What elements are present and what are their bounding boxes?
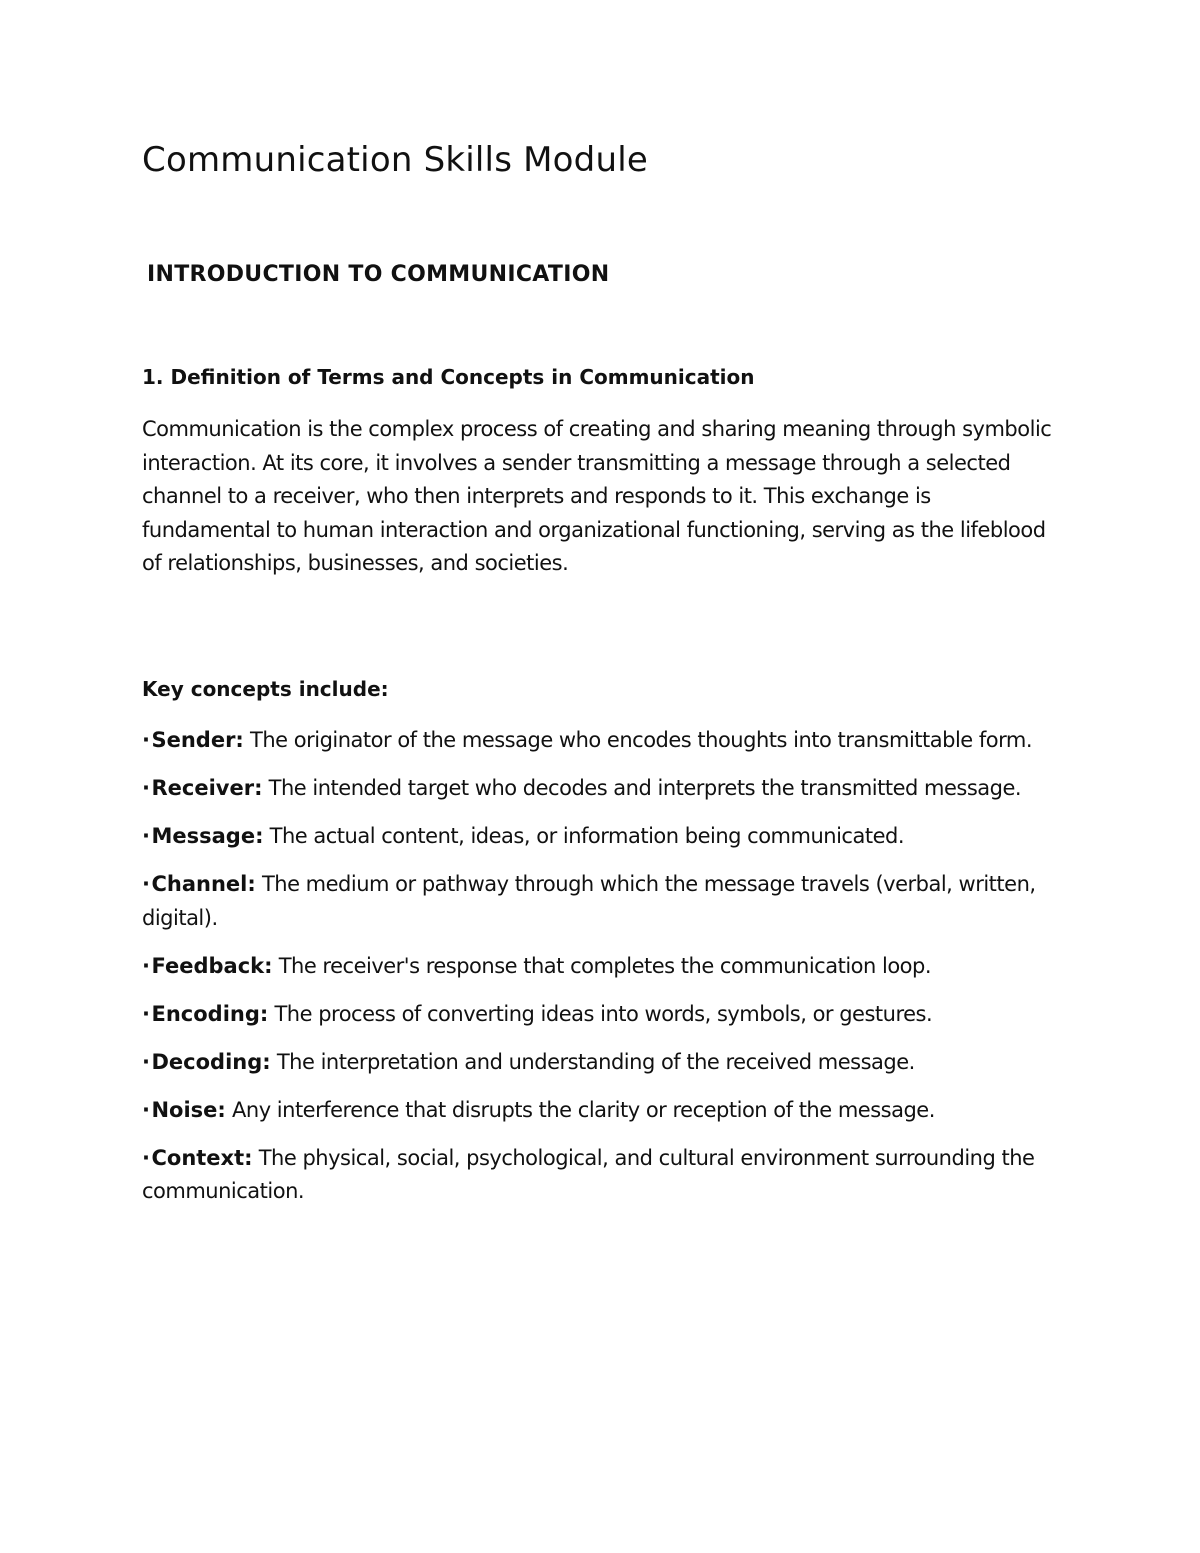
concept-definition: The process of converting ideas into words, symbols, or gestures.: [274, 1001, 933, 1026]
concept-term: Channel:: [151, 872, 256, 896]
concept-item-sender: [142, 724, 1062, 758]
concept-item-feedback: [142, 950, 1062, 984]
concept-definition: The receiver's response that completes the communication loop.: [278, 953, 932, 978]
intro-paragraph: Communication is the complex process of creating and sharing meaning through symbolic interaction. At its core, it involves a sender transmitting a message through a selected channel to a receiver, who then interprets and responds to it. This exchange is fundamental to human interaction and organizational functioning, serving as the lifeblood of relationships, businesses, and societies.: [142, 417, 1052, 575]
concept-item-decoding: [142, 1046, 1062, 1080]
concept-term: Context:: [151, 1145, 253, 1170]
bullet-icon: ·: [142, 953, 150, 978]
bullet-icon: ·: [142, 1049, 150, 1074]
bullet-icon: ·: [142, 824, 150, 848]
concept-term: Noise:: [151, 1097, 226, 1122]
concept-definition: The intended target who decodes and interprets the transmitted message.: [268, 776, 1022, 800]
bullet-icon: ·: [142, 1001, 150, 1026]
concept-definition: The interpretation and understanding of the received message.: [276, 1049, 915, 1074]
concept-definition: The medium or pathway through which the message travels (verbal, written, digital).: [142, 872, 1036, 930]
concept-definition: The physical, social, psychological, and cultural environment surrounding the communication.: [142, 1145, 1035, 1203]
concept-item-noise: [142, 1094, 1062, 1128]
concept-item-context: [142, 1142, 1062, 1209]
subsection-heading: 1. Definition of Terms and Concepts in Communication: [142, 365, 755, 389]
document-title: Communication Skills Module: [142, 140, 648, 180]
bullet-icon: ·: [142, 728, 150, 752]
concept-definition: The originator of the message who encodes thoughts into transmittable form.: [250, 728, 1033, 752]
key-concepts-heading: Key concepts include:: [142, 677, 389, 701]
concept-list: [142, 724, 1062, 1223]
bullet-icon: ·: [142, 1145, 150, 1170]
concept-term: Message:: [151, 824, 264, 848]
concept-item-encoding: [142, 998, 1062, 1032]
section-heading: INTRODUCTION TO COMMUNICATION: [147, 262, 610, 287]
concept-term: Encoding:: [151, 1001, 269, 1026]
bullet-icon: ·: [142, 872, 150, 896]
concept-term: Decoding:: [151, 1049, 271, 1074]
bullet-icon: ·: [142, 1097, 150, 1122]
concept-term: Receiver:: [151, 776, 263, 800]
concept-item-message: [142, 820, 1062, 854]
concept-term: Sender:: [151, 728, 244, 752]
bullet-icon: ·: [142, 776, 150, 800]
concept-definition: Any interference that disrupts the clarity or reception of the message.: [232, 1097, 935, 1122]
concept-item-receiver: [142, 772, 1062, 806]
concept-definition: The actual content, ideas, or information being communicated.: [269, 824, 904, 848]
concept-term: Feedback:: [151, 953, 273, 978]
concept-item-channel: [142, 868, 1062, 935]
